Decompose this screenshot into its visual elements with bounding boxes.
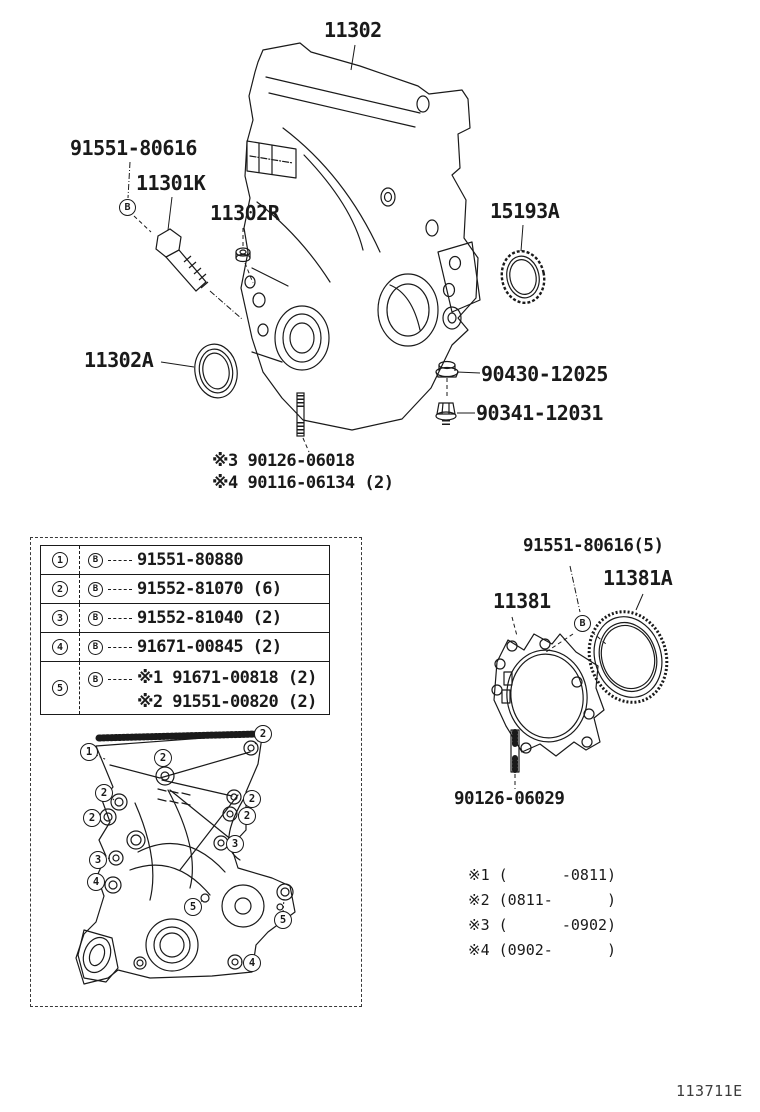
label-11302a: 11302A	[84, 348, 154, 372]
label-11381a: 11381A	[603, 566, 673, 590]
callout-number: 4	[243, 954, 261, 972]
callout-number: 3	[89, 851, 107, 869]
fastener-b-symbol: B	[574, 615, 591, 632]
nut-90430-drawing	[436, 362, 458, 378]
table-row	[41, 575, 329, 604]
fastener-b-symbol: B	[88, 672, 103, 687]
dash-connector	[108, 679, 132, 680]
part-number: ※1 91671-00818 (2)	[137, 668, 317, 688]
label-15193a: 15193A	[490, 199, 560, 223]
dash-connector	[108, 618, 132, 619]
table-row	[41, 546, 329, 575]
label-90341-12031: 90341-12031	[476, 401, 603, 425]
part-number: ※2 91551-00820 (2)	[137, 692, 317, 712]
callout-number: 5	[184, 898, 202, 916]
callout-number: 3	[52, 610, 68, 626]
part-number: 91671-00845 (2)	[137, 637, 282, 657]
callout-number: 2	[52, 581, 68, 597]
callout-number: 1	[52, 552, 68, 568]
label-stud-note-3: ※3 90126-06018	[212, 451, 355, 471]
table-row	[41, 633, 329, 662]
callout-number: 2	[243, 790, 261, 808]
callout-number: 2	[83, 809, 101, 827]
seal-15193a-drawing	[497, 247, 549, 307]
callout-number: 1	[80, 743, 98, 761]
callout-number: 5	[52, 680, 68, 696]
label-90430-12025: 90430-12025	[481, 362, 608, 386]
label-11301k: 11301K	[136, 171, 206, 195]
fastener-b-symbol: B	[88, 611, 103, 626]
bolt-90341-drawing	[436, 403, 456, 426]
dash-connector	[108, 589, 132, 590]
part-number: 91551-80880	[137, 550, 243, 570]
label-90126-06029: 90126-06029	[454, 789, 565, 809]
label-11381: 11381	[493, 589, 551, 613]
callout-number: 2	[154, 749, 172, 767]
table-row	[41, 604, 329, 633]
label-91551-80616: 91551-80616	[70, 136, 197, 160]
figure-code: 113711E	[676, 1082, 743, 1100]
callout-number: 4	[87, 873, 105, 891]
part-number: 91552-81070 (6)	[137, 579, 282, 599]
bolt-11301k-drawing	[156, 229, 208, 291]
fastener-b-symbol: B	[88, 640, 103, 655]
footnote: ※4 (0902- )	[468, 941, 617, 959]
seal-11302a-drawing	[191, 341, 242, 401]
fastener-b-symbol: B	[88, 553, 103, 568]
dash-connector	[108, 647, 132, 648]
callout-number: 2	[95, 784, 113, 802]
callout-number: 2	[254, 725, 272, 743]
table-row	[41, 662, 329, 714]
label-11302r: 11302R	[210, 201, 280, 225]
footnote: ※1 ( -0811)	[468, 866, 617, 884]
part-number: 91552-81040 (2)	[137, 608, 282, 628]
label-91551-80616-5: 91551-80616(5)	[523, 536, 664, 556]
rear-seal-drawing	[578, 602, 679, 713]
rear-plate-drawing	[492, 634, 604, 772]
fastener-b-symbol: B	[88, 582, 103, 597]
fastener-table	[40, 545, 330, 715]
callout-number: 5	[274, 911, 292, 929]
footnote: ※2 (0811- )	[468, 891, 617, 909]
dash-connector	[108, 560, 132, 561]
footnote: ※3 ( -0902)	[468, 916, 617, 934]
label-stud-note-4: ※4 90116-06134 (2)	[212, 473, 394, 493]
fastener-b-symbol: B	[119, 199, 136, 216]
date-range-footnotes	[468, 863, 616, 963]
callout-number: 2	[238, 807, 256, 825]
label-11302: 11302	[324, 18, 382, 42]
callout-number: 3	[226, 835, 244, 853]
callout-number: 4	[52, 639, 68, 655]
timing-case-drawing	[241, 43, 480, 430]
